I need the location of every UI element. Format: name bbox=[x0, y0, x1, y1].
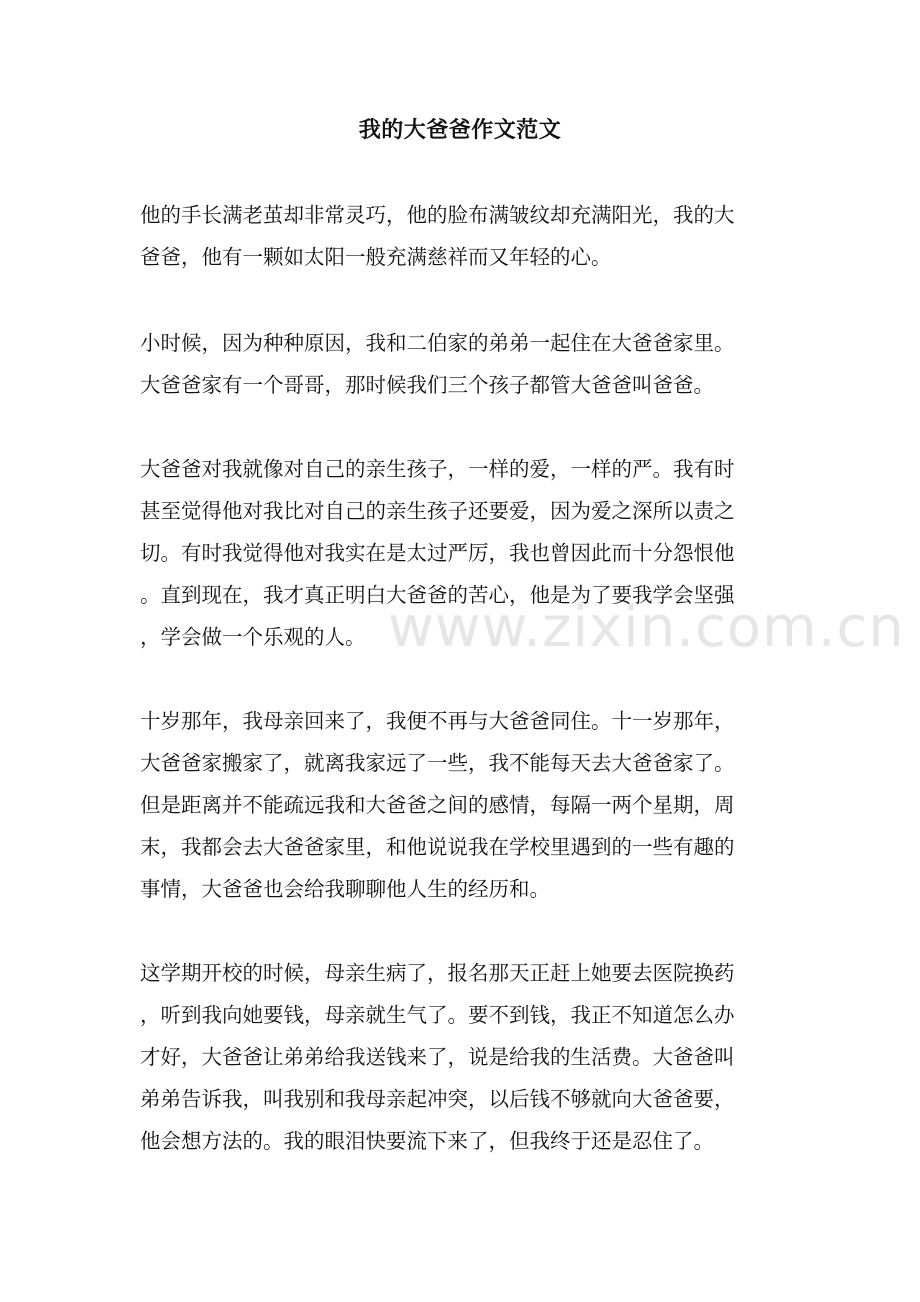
document-title: 我的大爸爸作文范文 bbox=[358, 117, 562, 143]
text-line: 小时候，因为种种原因，我和二伯家的弟弟一起住在大爸爸家里。 bbox=[140, 331, 735, 355]
text-line: 末，我都会去大爸爸家里，和他说说我在学校里遇到的一些有趣的 bbox=[140, 835, 735, 859]
text-line: ，学会做一个乐观的人。 bbox=[140, 625, 366, 649]
text-line: 但是距离并不能疏远我和大爸爸之间的感情，每隔一两个星期，周 bbox=[140, 793, 735, 817]
watermark: www.zixin.com.cn bbox=[388, 595, 905, 660]
paragraph-3 bbox=[140, 448, 780, 658]
text-line: 十岁那年，我母亲回来了，我便不再与大爸爸同住。十一岁那年， bbox=[140, 709, 735, 733]
text-line: ，听到我向她要钱，母亲就生气了。要不到钱，我正不知道怎么办 bbox=[140, 1003, 735, 1027]
paragraph-5 bbox=[140, 952, 780, 1162]
paragraph-1 bbox=[140, 194, 780, 278]
text-line: 切。有时我觉得他对我实在是太过严厉，我也曾因此而十分怨恨他 bbox=[140, 541, 735, 565]
text-line: 大爸爸家搬家了，就离我家远了一些，我不能每天去大爸爸家了。 bbox=[140, 751, 735, 775]
text-line: 大爸爸对我就像对自己的亲生孩子，一样的爱，一样的严。我有时 bbox=[140, 457, 735, 481]
text-line: 。直到现在，我才真正明白大爸爸的苦心，他是为了要我学会坚强 bbox=[140, 583, 735, 607]
text-line: 这学期开校的时候，母亲生病了，报名那天正赶上她要去医院换药 bbox=[140, 961, 735, 985]
text-line: 他的手长满老茧却非常灵巧，他的脸布满皱纹却充满阳光，我的大 bbox=[140, 203, 735, 227]
paragraph-2 bbox=[140, 322, 780, 406]
text-line: 甚至觉得他对我比对自己的亲生孩子还要爱，因为爱之深所以责之 bbox=[140, 499, 735, 523]
text-line: 爸爸，他有一颗如太阳一般充满慈祥而又年轻的心。 bbox=[140, 245, 612, 269]
text-line: 大爸爸家有一个哥哥，那时候我们三个孩子都管大爸爸叫爸爸。 bbox=[140, 373, 714, 397]
text-line: 才好，大爸爸让弟弟给我送钱来了，说是给我的生活费。大爸爸叫 bbox=[140, 1045, 735, 1069]
paragraph-4 bbox=[140, 700, 780, 910]
text-line: 弟弟告诉我，叫我别和我母亲起冲突，以后钱不够就向大爸爸要， bbox=[140, 1087, 735, 1111]
text-line: 事情，大爸爸也会给我聊聊他人生的经历和。 bbox=[140, 877, 550, 901]
text-line: 他会想方法的。我的眼泪快要流下来了，但我终于还是忍住了。 bbox=[140, 1129, 714, 1153]
